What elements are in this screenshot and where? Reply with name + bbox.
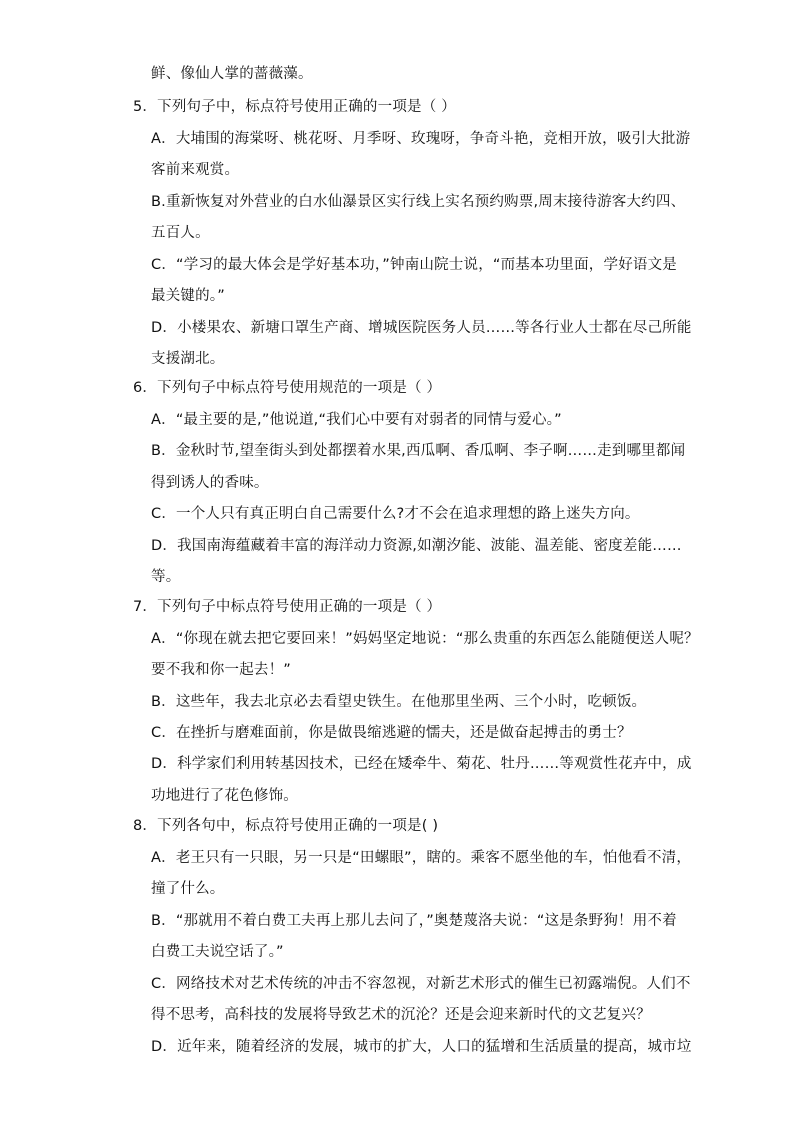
option-line: C．一个人只有真正明白自己需要什么?才不会在追求理想的路上迷失方向。 [151,506,640,522]
option-line: B.重新恢复对外营业的白水仙瀑景区实行线上实名预约购票,周末接待游客大约四、 [151,194,686,210]
option-line: D．小楼果农、新塘口罩生产商、增城医院医务人员……等各行业人士都在尽己所能 [151,320,692,336]
option-line: 五百人。 [151,225,210,241]
option-line: A．“最主要的是,”他说道,“我们心中要有对弱者的同情与爱心。” [151,412,562,428]
option-line: 功地进行了花色修饰。 [151,788,298,804]
option-line: 撞了什么。 [151,881,225,897]
option-line: B．“那就用不着白费工夫再上那儿去问了，”奥楚蔑洛夫说：“这是条野狗！用不着 [151,913,677,929]
option-line: A．老王只有一只眼，另一只是“田螺眼”，瞎的。乘客不愿坐他的车，怕他看不清， [151,850,692,866]
option-line: C．网络技术对艺术传统的冲击不容忽视，对新艺术形式的催生已初露端倪。人们不 [151,976,691,992]
option-line: C．在挫折与磨难面前，你是做畏缩逃避的懦夫，还是做奋起搏击的勇士？ [151,725,632,741]
option-line: 等。 [151,569,181,585]
option-line: 支援湖北。 [151,351,225,367]
option-line: 得到诱人的香味。 [151,475,269,491]
option-line: C．“学习的最大体会是学好基本功，”钟南山院士说，“而基本功里面，学好语文是 [151,257,678,273]
option-line: 要不我和你一起去！” [151,662,292,678]
option-line: D．我国南海蕴藏着丰富的海洋动力资源,如潮汐能、波能、温差能、密度差能…… [151,538,682,554]
option-line: 鲜、像仙人掌的蔷薇藻。 [151,66,313,82]
option-line: D．近年来，随着经济的发展，城市的扩大，人口的猛增和生活质量的提高，城市垃 [151,1039,692,1055]
option-line: 得不思考，高科技的发展将导致艺术的沉沦？还是会迎来新时代的文艺复兴？ [151,1007,651,1023]
option-line: A．“你现在就去把它要回来！”妈妈坚定地说：“那么贵重的东西怎么能随便送人呢？ [151,631,699,647]
question-8-stem: 8．下列各句中，标点符号使用正确的一项是( ) [133,818,439,834]
option-line: A．大埔围的海棠呀、桃花呀、月季呀、玫瑰呀，争奇斗艳，竞相开放，吸引大批游 [151,131,691,147]
option-line: B．金秋时节,望奎街头到处都摆着水果,西瓜啊、香瓜啊、李子啊……走到哪里都闻 [151,443,686,459]
option-line: B．这些年，我去北京必去看望史铁生。在他那里坐两、三个小时，吃顿饭。 [151,694,647,710]
question-6-stem: 6．下列句子中标点符号使用规范的一项是（ ） [133,380,442,396]
option-line: 客前来观赏。 [151,162,240,178]
question-5-stem: 5．下列句子中，标点符号使用正确的一项是（ ） [133,99,456,115]
question-7-stem: 7．下列句子中标点符号使用正确的一项是（ ） [133,599,442,615]
option-line: D．科学家们利用转基因技术，已经在矮牵牛、菊花、牡丹……等观赏性花卉中，成 [151,756,692,772]
option-line: 白费工夫说空话了。” [151,944,284,960]
option-line: 最关键的。” [151,288,225,304]
